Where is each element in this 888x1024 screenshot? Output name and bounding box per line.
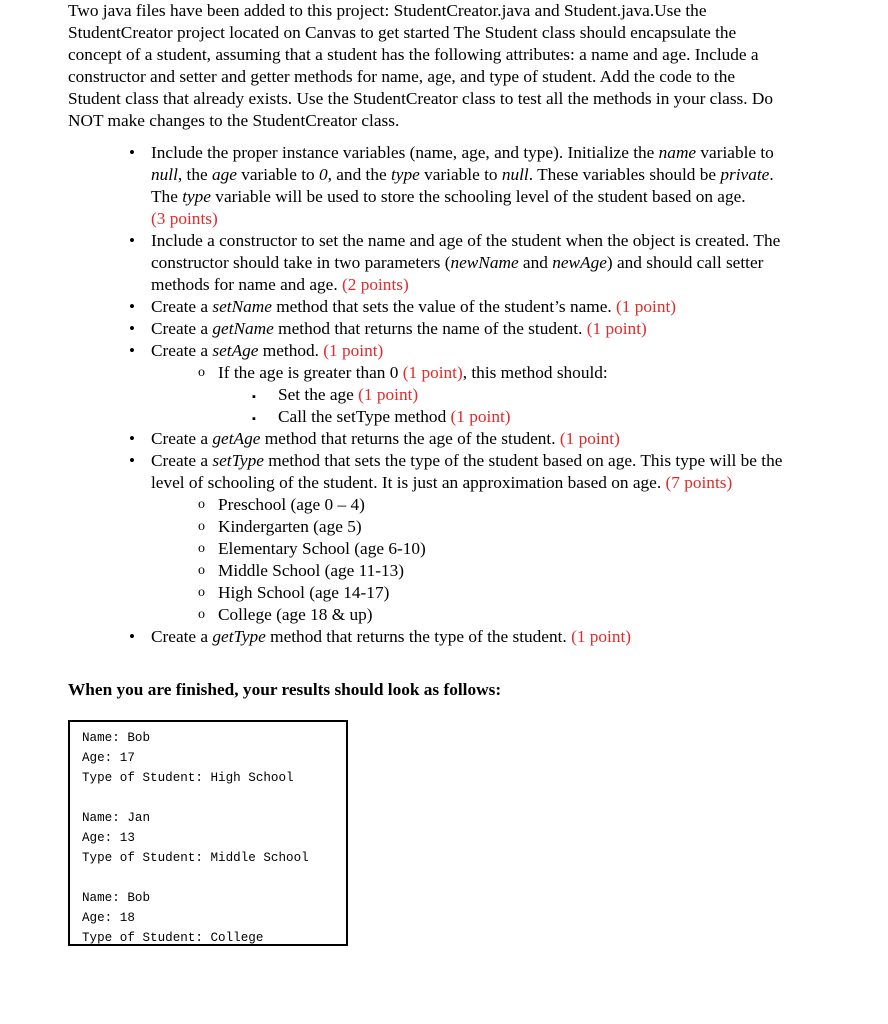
intro-line: constructor and setter and getter methods for name, age, and type of student. Add the code to the bbox=[68, 67, 736, 86]
type-item: o Middle School (age 11-13) bbox=[198, 561, 405, 580]
intro-line: Two java files have been added to this project: StudentCreator.java and Student.java.Use the bbox=[68, 1, 707, 20]
circle-marker: o bbox=[198, 541, 205, 556]
list-item-gettype: • Create a getType method that returns the type of the student. (1 point) bbox=[129, 627, 632, 646]
points-label: (1 point) bbox=[358, 385, 419, 404]
points-label: (1 point) bbox=[402, 363, 463, 382]
type-item: o Preschool (age 0 – 4) bbox=[198, 495, 365, 514]
sub-sub-item-call-settype: ▪ Call the setType method (1 point) bbox=[68, 406, 868, 428]
bullet-marker: • bbox=[129, 319, 135, 338]
bullet-marker: • bbox=[129, 231, 135, 250]
points-label: (3 points) bbox=[151, 209, 218, 228]
list-item-constructor: • Include a constructor to set the name and age of the student when the object is created. The constructor should take in two parameters (newName and newAge) and should call setter methods for name and age. (2 points) bbox=[129, 231, 781, 294]
type-item: o College (age 18 & up) bbox=[198, 605, 373, 624]
output-line: Type of Student: College bbox=[82, 931, 264, 945]
points-label: (1 point) bbox=[450, 407, 511, 426]
bullet-marker: • bbox=[129, 627, 135, 646]
list-item-setage: • Create a setAge method. (1 point) bbox=[129, 341, 384, 360]
list-item-getage: • Create a getAge method that returns the age of the student. (1 point) bbox=[129, 429, 620, 448]
bullet-marker: • bbox=[129, 143, 135, 162]
bullet-marker: • bbox=[129, 341, 135, 360]
list-item-setname: • Create a setName method that sets the value of the student’s name. (1 point) bbox=[129, 297, 677, 316]
circle-marker: o bbox=[198, 365, 205, 380]
points-label: (7 points) bbox=[665, 473, 733, 492]
list-item-getname: • Create a getName method that returns the name of the student. (1 point) bbox=[129, 319, 647, 338]
intro-line: Student class that already exists. Use the StudentCreator class to test all the methods in your class. Do bbox=[68, 89, 774, 108]
points-label: (1 point) bbox=[616, 297, 677, 316]
type-item: o Elementary School (age 6-10) bbox=[198, 539, 426, 558]
bullet-marker: • bbox=[129, 429, 135, 448]
circle-marker: o bbox=[198, 585, 205, 600]
intro-line: concept of a student, assuming that a student has the following attributes: a name and age. Include a bbox=[68, 45, 759, 64]
circle-marker: o bbox=[198, 563, 205, 578]
bullet-marker: • bbox=[129, 451, 135, 470]
output-line: Type of Student: High School bbox=[82, 771, 294, 785]
output-line: Type of Student: Middle School bbox=[82, 851, 309, 865]
output-line: Name: Bob bbox=[82, 891, 151, 905]
bullet-marker: • bbox=[129, 297, 135, 316]
sub-item-age-check: o If the age is greater than 0 (1 point), this method should: bbox=[198, 363, 608, 382]
circle-marker: o bbox=[198, 497, 205, 512]
list-item-instance-variables: • Include the proper instance variables (name, age, and type). Initialize the name variable to null, the age variable to 0, and the type variable to null. These variables should be private. The type variable will be used to store the schooling level of the student based on age. (3 points) bbox=[68, 142, 851, 230]
output-line: Name: Jan bbox=[82, 811, 151, 825]
points-label: (2 points) bbox=[342, 275, 409, 294]
circle-marker: o bbox=[198, 607, 205, 622]
list-item-settype: • Create a setType method that sets the type of the student based on age. This type will be the level of schooling of the student. It is just an approximation based on age. (7 points) bbox=[129, 451, 783, 492]
intro-line: NOT make changes to the StudentCreator class. bbox=[68, 111, 400, 130]
output-line: Age: 13 bbox=[82, 831, 135, 845]
points-label: (1 point) bbox=[586, 319, 647, 338]
output-line: Age: 18 bbox=[82, 911, 135, 925]
type-item: o High School (age 14-17) bbox=[198, 583, 390, 602]
finished-heading: When you are finished, your results should look as follows: bbox=[68, 680, 502, 699]
points-label: (1 point) bbox=[559, 429, 620, 448]
points-label: (1 point) bbox=[323, 341, 384, 360]
intro-line: StudentCreator project located on Canvas to get started The Student class should encapsulate the bbox=[68, 23, 737, 42]
points-label: (1 point) bbox=[571, 627, 632, 646]
expected-output-box bbox=[68, 720, 348, 946]
intro-paragraph bbox=[68, 0, 868, 132]
output-line: Name: Bob bbox=[82, 731, 151, 745]
circle-marker: o bbox=[198, 519, 205, 534]
requirements-list bbox=[68, 142, 868, 648]
output-line: Age: 17 bbox=[82, 751, 135, 765]
square-marker: ▪ bbox=[252, 413, 256, 425]
type-item: o Kindergarten (age 5) bbox=[198, 517, 362, 536]
square-marker: ▪ bbox=[252, 391, 256, 403]
sub-sub-item-set-age: ▪ Set the age (1 point) bbox=[68, 384, 868, 406]
